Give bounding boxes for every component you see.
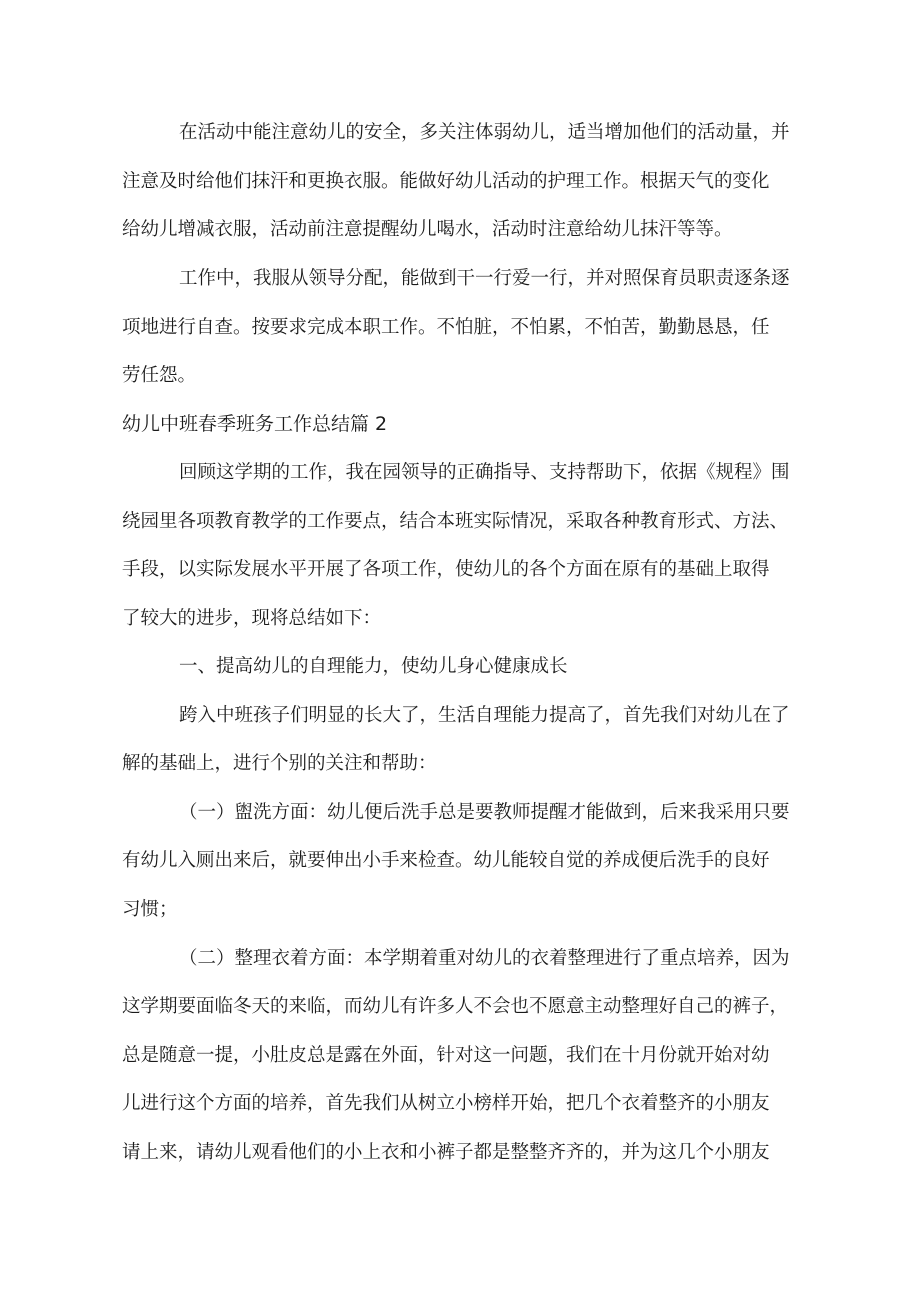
section-heading: 幼儿中班春季班务工作总结篇 2 [122, 413, 388, 435]
paragraph-3-line-4: 了较大的进步，现将总结如下： [122, 608, 382, 629]
paragraph-6-line-1: （二）整理衣着方面：本学期着重对幼儿的衣着整理进行了重点培养，因为 [179, 948, 790, 969]
paragraph-1-line-2: 注意及时给他们抹汗和更换衣服。能做好幼儿活动的护理工作。根据天气的变化 [122, 171, 770, 192]
paragraph-6-line-5: 请上来，请幼儿观看他们的小上衣和小裤子都是整整齐齐的，并为这几个小朋友 [122, 1142, 770, 1163]
paragraph-6-line-3: 总是随意一提，小肚皮总是露在外面，针对这一问题，我们在十月份就开始对幼 [122, 1045, 770, 1066]
paragraph-4-line-2: 解的基础上，进行个别的关注和帮助： [122, 753, 437, 774]
subheading-self-care: 一、提高幼儿的自理能力，使幼儿身心健康成长 [179, 656, 568, 677]
paragraph-1-line-3: 给幼儿增减衣服，活动前注意提醒幼儿喝水，活动时注意给幼儿抹汗等等。 [122, 219, 733, 240]
paragraph-2-line-3: 劳任怨。 [122, 365, 197, 386]
paragraph-5-line-2: 有幼儿入厕出来后，就要伸出小手来检查。幼儿能较自觉的养成便后洗手的良好 [122, 850, 770, 871]
paragraph-5-line-3: 习惯； [122, 899, 178, 920]
paragraph-1-line-1: 在活动中能注意幼儿的安全，多关注体弱幼儿，适当增加他们的活动量，并 [179, 122, 790, 143]
paragraph-2-line-1: 工作中，我服从领导分配，能做到干一行爱一行，并对照保育员职责逐条逐 [179, 268, 790, 289]
paragraph-4-line-1: 跨入中班孩子们明显的长大了，生活自理能力提高了，首先我们对幼儿在了 [179, 705, 790, 726]
paragraph-5-line-1: （一）盥洗方面：幼儿便后洗手总是要教师提醒才能做到，后来我采用只要 [179, 802, 790, 823]
paragraph-6-line-4: 儿进行这个方面的培养，首先我们从树立小榜样开始，把几个衣着整齐的小朋友 [122, 1093, 770, 1114]
paragraph-3-line-1: 回顾这学期的工作，我在园领导的正确指导、支持帮助下，依据《规程》围 [179, 462, 790, 483]
paragraph-3-line-2: 绕园里各项教育教学的工作要点，结合本班实际情况，采取各种教育形式、方法、 [122, 511, 789, 532]
paragraph-3-line-3: 手段，以实际发展水平开展了各项工作，使幼儿的各个方面在原有的基础上取得 [122, 559, 770, 580]
paragraph-2-line-2: 项地进行自查。按要求完成本职工作。不怕脏，不怕累，不怕苦，勤勤恳恳，任 [122, 317, 770, 338]
paragraph-6-line-2: 这学期要面临冬天的来临，而幼儿有许多人不会也不愿意主动整理好自己的裤子， [122, 996, 789, 1017]
